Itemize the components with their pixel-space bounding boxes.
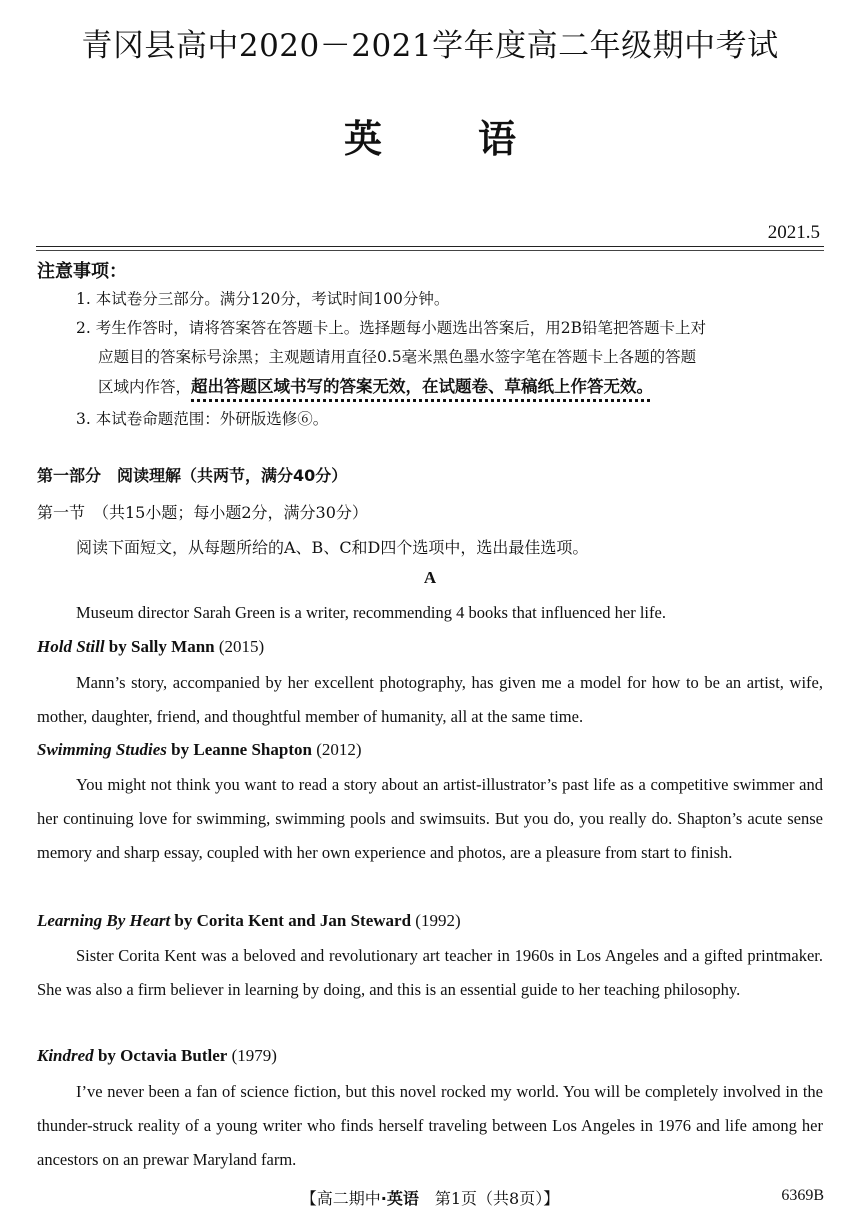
passage-label: A (423, 568, 437, 587)
book-heading (37, 637, 264, 657)
footer-subject: 英语 (386, 1189, 419, 1208)
part-heading: 第一部分 阅读理解（共两节，满分40分） (37, 466, 348, 485)
book-heading (37, 1046, 277, 1066)
notice-item-2-line-2: 应题目的答案标号涂黑；主观题请用直径0.5毫米黑色墨水签字笔在答题卡上各题的答题 (98, 348, 697, 366)
book-review: Sister Corita Kent was a beloved and revolutionary art teacher in 1960s in Los Angeles and a gifted printmaker. She was also a firm believer in learning by doing, and this is an essential guide to her teaching philosophy. (37, 946, 823, 999)
header-divider (36, 246, 824, 247)
book-year: (2012) (311, 740, 362, 759)
book-title: Kindred (37, 1046, 94, 1065)
passage-intro: Museum director Sarah Green is a writer, recommending 4 books that influenced her life. (76, 603, 666, 622)
notice-item-2-line-3 (76, 372, 828, 402)
header-divider-thin (36, 250, 824, 251)
exam-title: 青冈县高中2020－2021学年度高二年级期中考试 (81, 28, 779, 64)
book-title: Learning By Heart (37, 911, 171, 930)
section-instruction: 阅读下面短文，从每题所给的A、B、C和D四个选项中，选出最佳选项。 (76, 538, 589, 557)
book-heading (37, 911, 461, 931)
footer-dot: · (380, 1189, 387, 1208)
footer-bracket-open: 【 (300, 1189, 317, 1208)
book-author: by Corita Kent and Jan Steward (170, 911, 412, 930)
page-footer (0, 1186, 860, 1209)
book-author: by Sally Mann (104, 637, 215, 656)
book-title: Swimming Studies (37, 740, 167, 759)
book-review: Mann’s story, accompanied by her excellent photography, has given me a model for how to be an artist, wife, mother, daughter, friend, and thoughtful member of humanity, all at the same time. (37, 673, 823, 726)
footer-bracket-close: 】 (543, 1189, 560, 1208)
exam-date: 2021.5 (767, 222, 820, 243)
notice-item-3: 3. 本试卷命题范围：外研版选修⑥。 (76, 410, 329, 428)
book-review: I’ve never been a fan of science fiction, but this novel rocked my world. You will be completely involved in the thunder-struck reality of a young writer who finds herself traveling between Los Angeles in 1976 and life among her ancestors on an prewar Maryland farm. (37, 1082, 823, 1169)
book-review: You might not think you want to read a story about an artist-illustrator’s past life as a competitive swimmer and her continuing love for swimming, swimming pools and swimsuits. But you do, you really do. Shapton’s acute sense memory and sharp essay, coupled with her own experience and photos, are a pleasure from start to finish. (37, 775, 823, 862)
book-title: Hold Still (37, 637, 105, 656)
notice-item-2-prefix: 区域内作答， (98, 378, 192, 396)
footer-exam: 高二期中 (316, 1189, 381, 1208)
footer-page-number: 第1页（共8页） (418, 1189, 544, 1208)
section-heading: 第一节 （共15小题；每小题2分，满分30分） (37, 503, 368, 522)
book-year: (2015) (214, 637, 265, 656)
notice-item-1: 1. 本试卷分三部分。满分120分，考试时间100分钟。 (76, 290, 450, 308)
notice-item-2-line-1: 2. 考生作答时，请将答案答在答题卡上。选择题每小题选出答案后，用2B铅笔把答题卡上对 (76, 319, 706, 337)
book-heading (37, 740, 362, 760)
notice-emphasis: 超出答题区域书写的答案无效，在试题卷、草稿纸上作答无效。 (191, 377, 654, 396)
paper-code: 6369B (781, 1187, 824, 1204)
book-author: by Octavia Butler (93, 1046, 228, 1065)
notice-heading: 注意事项： (37, 261, 127, 282)
book-year: (1992) (411, 911, 461, 930)
subject-heading (0, 112, 860, 166)
notice-item-2 (76, 314, 828, 402)
subject-char-2: 语 (478, 117, 517, 161)
book-year: (1979) (227, 1046, 277, 1065)
book-author: by Leanne Shapton (166, 740, 312, 759)
subject-char-1: 英 (343, 117, 382, 161)
